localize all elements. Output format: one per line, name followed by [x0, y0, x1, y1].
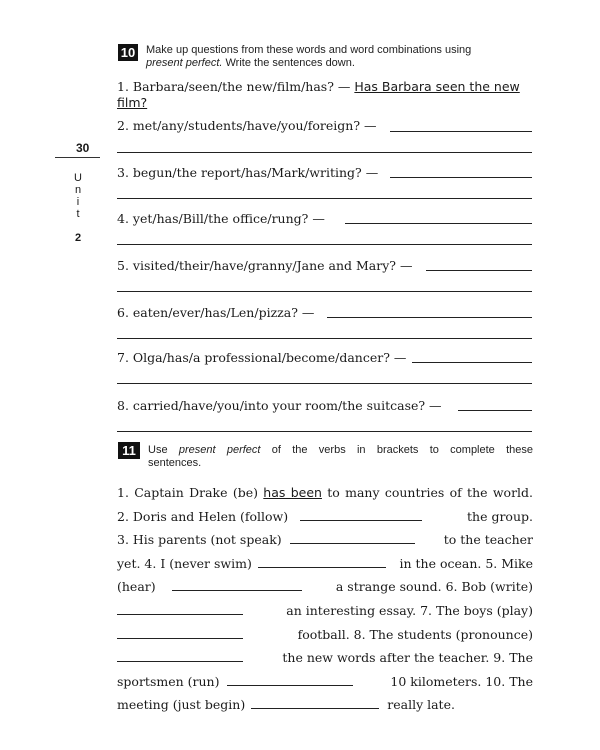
ex11-line-9: [117, 670, 533, 694]
text: (hear): [117, 579, 156, 595]
item-answer: Has Barbara seen the new: [354, 79, 520, 94]
exercise-11-instruction-line-1: [148, 444, 533, 457]
text: meeting (just begin): [117, 697, 246, 713]
ex11-line-6: [117, 599, 533, 623]
answer-line[interactable]: [117, 383, 532, 384]
exercise-11-instruction-line-2: sentences.: [148, 457, 202, 469]
answer-line[interactable]: [117, 152, 532, 153]
ex11-line-1: [117, 481, 533, 505]
exercise-10-item-6: 6. eaten/ever/has/Len/pizza? —: [117, 305, 315, 320]
answer-blank[interactable]: [227, 673, 353, 686]
unit-number: 2: [74, 232, 82, 244]
page-number-rule: [55, 157, 100, 158]
exercise-10-item-1: [117, 79, 520, 94]
text: to the teacher: [443, 532, 533, 548]
answer-blank[interactable]: [258, 555, 386, 568]
exercise-10-item-1-answer-cont: film?: [117, 95, 148, 110]
text: an interesting essay. 7. The boys (play): [286, 602, 533, 618]
unit-letter: U: [74, 172, 82, 184]
ex11-line-8: [117, 646, 533, 670]
answer-line[interactable]: [327, 317, 532, 318]
instr-pre: Use: [148, 444, 179, 456]
exercise-10-item-7: 7. Olga/has/a professional/become/dancer? —: [117, 350, 407, 365]
text: 10 kilometers. 10. The: [390, 673, 533, 689]
answer-line[interactable]: [117, 198, 532, 199]
text: the group.: [467, 508, 533, 524]
exercise-10-item-3: 3. begun/the report/has/Mark/writing? —: [117, 165, 379, 180]
answer-blank[interactable]: [290, 531, 415, 544]
ex11-line-7: [117, 623, 533, 647]
text: really late.: [387, 697, 455, 713]
text: 3. His parents (not speak): [117, 532, 282, 548]
answer-line[interactable]: [390, 131, 532, 132]
text: football. 8. The students (pronounce): [297, 626, 533, 642]
text: a strange sound. 6. Bob (write): [335, 579, 533, 595]
answer-blank[interactable]: [172, 578, 302, 591]
exercise-11-instruction: [148, 444, 533, 470]
exercise-10-item-4: 4. yet/has/Bill/the office/rung? —: [117, 211, 325, 226]
text: sportsmen (run): [117, 673, 220, 689]
answer-line[interactable]: [117, 338, 532, 339]
answer-blank[interactable]: [251, 696, 379, 709]
answer-line[interactable]: [345, 223, 532, 224]
exercise-10-number: 10: [118, 44, 138, 61]
ex11-line-10: [117, 693, 533, 717]
answer-line[interactable]: [117, 244, 532, 245]
text: in the ocean. 5. Mike: [399, 555, 533, 571]
ex11-line-3: [117, 528, 533, 552]
text: the new words after the teacher. 9. The: [282, 650, 533, 666]
unit-letter: t: [76, 208, 80, 220]
unit-letter: i: [76, 196, 80, 208]
exercise-10-instruction: [146, 44, 536, 70]
exercise-11-number: 11: [118, 442, 140, 459]
item-prompt: 1. Barbara/seen/the new/film/has? —: [117, 79, 351, 94]
exercise-11-tense: present perfect: [178, 444, 261, 456]
text: 2. Doris and Helen (follow): [117, 508, 289, 524]
answer-blank[interactable]: [117, 649, 243, 662]
answer-line[interactable]: [117, 291, 532, 292]
answer-blank[interactable]: [300, 508, 422, 521]
exercise-10-item-2: 2. met/any/students/have/you/foreign? —: [117, 118, 377, 133]
ex11-line-4: [117, 552, 533, 576]
page-number: 30: [76, 141, 90, 155]
answer-line[interactable]: [412, 362, 532, 363]
exercise-10-item-5: 5. visited/their/have/granny/Jane and Mary? —: [117, 258, 413, 273]
exercise-11-paragraph: [117, 481, 533, 717]
ex11-line-2: [117, 505, 533, 529]
instr-post: of the verbs in brackets to complete these: [260, 444, 533, 456]
exercise-10-instruction-line-2: [146, 57, 536, 70]
answer-line[interactable]: [390, 177, 532, 178]
exercise-10-item-8: 8. carried/have/you/into your room/the suitcase? —: [117, 398, 442, 413]
example-answer: has been: [263, 485, 322, 500]
answer-line[interactable]: [458, 410, 532, 411]
text: to many countries of the world.: [321, 485, 534, 500]
unit-label: [72, 172, 84, 244]
exercise-10-tense: present perfect.: [146, 57, 223, 69]
answer-line[interactable]: [426, 270, 532, 271]
answer-line[interactable]: [117, 431, 532, 432]
unit-letter: n: [74, 184, 82, 196]
exercise-10-instruction-rest: Write the sentences down.: [222, 57, 355, 69]
answer-blank[interactable]: [117, 602, 243, 615]
answer-blank[interactable]: [117, 626, 243, 639]
text: yet. 4. I (never swim): [117, 555, 252, 571]
text: 1. Captain Drake (be): [117, 485, 264, 500]
exercise-10-instruction-line-1: Make up questions from these words and word combinations using: [146, 44, 472, 56]
ex11-line-5: [117, 575, 533, 599]
